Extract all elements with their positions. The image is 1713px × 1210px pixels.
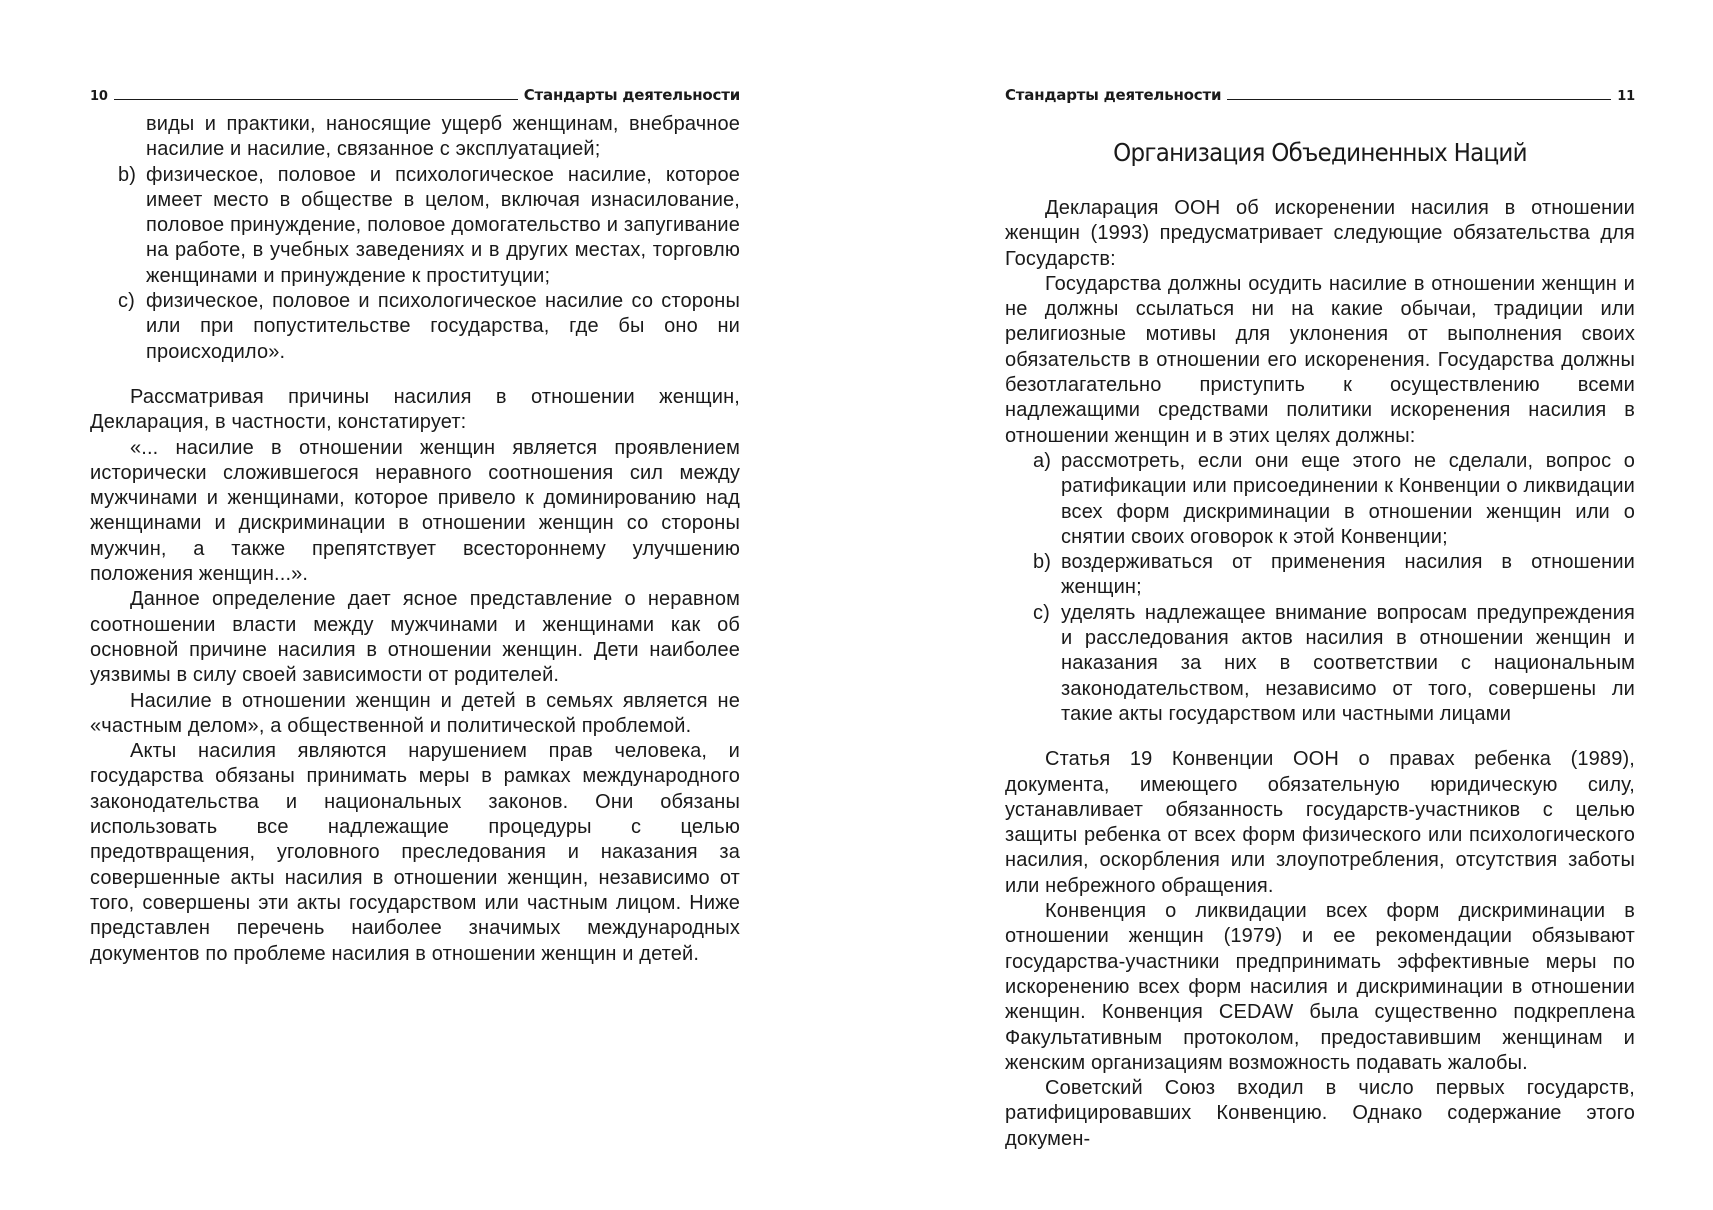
list-item <box>1033 449 1635 550</box>
paragraph: Советский Союз входил в число первых государств, ратифицировавших Конвенцию. Однако содержание этого докумен- <box>1005 1077 1635 1150</box>
intro-paragraph: Декларация ООН об искоренении насилия в отношении женщин (1993) предусматривает следующие обязательства для Государств: <box>1005 197 1635 270</box>
paragraph: Конвенция о ликвидации всех форм дискриминации в отношении женщин (1979) и ее рекомендации обязывают государства-участники предпринимать эффективные меры по искоренению всех форм насилия и дискриминации в отношении женщин. Конвенция CEDAW была существенно подкреплена Факультативным протоколом, предоставившим женщинам и женским организациям возможность подавать жалобы. <box>1005 900 1635 1074</box>
right-list <box>1033 449 1635 727</box>
paragraph: Акты насилия являются нарушением прав человека, и государства обязаны принимать меры в рамках международного законодательства и национальных законов. Они обязаны использовать все надлежащие процедуры с целью предотвращения, уголовного преследования и наказания за совершенные акты насилия в отношении женщин, независимо от того, совершены эти акты государством или частным лицом. Ниже представлен перечень наиболее значимых международных документов по проблеме насилия в отношении женщин и детей. <box>90 740 740 965</box>
list-marker: c) <box>118 290 135 313</box>
list-item-text: физическое, половое и психологическое насилие со стороны или при попустительстве государства, где бы оно ни происходило». <box>146 290 740 363</box>
list-marker: b) <box>1033 551 1052 574</box>
list-item-text: воздерживаться от применения насилия в отношении женщин; <box>1061 551 1635 599</box>
quote-paragraph: «... насилие в отношении женщин является проявлением исторически сложившегося неравного соотношения сил между мужчинами и женщинами, которое привело к доминированию над женщинами и дискриминации в отношении женщин со стороны мужчин, а также препятствует всестороннему улучшению положения женщин...». <box>90 436 740 586</box>
list-item-text: рассмотреть, если они еще этого не сделали, вопрос о ратификации или присоединении к Конвенции о ликвидации всех форм дискриминации в отношении женщин или о снятии своих оговорок к этой Конвенции; <box>1061 449 1635 548</box>
list-item <box>118 289 740 365</box>
left-page-number: 10 <box>90 89 108 104</box>
paragraph: Данное определение дает ясное представление о неравном соотношении власти между мужчинами и женщинами как об основной причине насилия в отношении женщин. Дети наиболее уязвимы в силу своей зависимости от родителей. <box>90 588 740 687</box>
paragraph: Рассматривая причины насилия в отношении женщин, Декларация, в частности, констатирует: <box>90 385 740 434</box>
paragraph: Насилие в отношении женщин и детей в семьях является не «частным делом», а общественной и политической проблемой. <box>90 689 740 737</box>
right-page-number: 11 <box>1617 89 1635 104</box>
section-title: Организация Объединенных Наций <box>1113 138 1527 167</box>
right-body-text <box>1005 196 1635 1152</box>
list-marker: b) <box>118 163 137 186</box>
header-rule <box>114 99 518 100</box>
list-item-text: уделять надлежащее внимание вопросам предупреждения и расследования актов насилия в отношении женщин и наказания за них в соответствии с национальным законодательством, независимо от того, совершены ли такие акты государством или частными лицами <box>1061 601 1635 725</box>
list-item <box>1033 550 1635 601</box>
left-body-text <box>90 112 740 967</box>
left-list <box>118 163 740 365</box>
list-marker: c) <box>1033 601 1050 624</box>
obligation-paragraph: Государства должны осудить насилие в отношении женщин и не должны ссылаться ни на какие обычаи, традиции или религиозные мотивы для уклонения от выполнения своих обязательств в отношении его искоренения. Государства должны безотлагательно приступить к осуществлению всеми надлежащими средствами политики искоренения насилия в отношении женщин и в этих целях должны: <box>1005 272 1635 447</box>
list-item <box>1033 601 1635 727</box>
paragraph: Статья 19 Конвенции ООН о правах ребенка (1989), документа, имеющего обязательную юридическую силу, устанавливает обязанность государств-участников с целью защиты ребенка от всех форм физического или психологического насилия, оскорбления или злоупотребления, отсутствия заботы или небрежного обращения. <box>1005 748 1635 897</box>
list-item <box>118 163 740 289</box>
continued-list-text: виды и практики, наносящие ущерб женщинам, внебрачное насилие и насилие, связанное с эксплуатацией; <box>146 113 740 161</box>
list-item-text: физическое, половое и психологическое насилие, которое имеет место в обществе в целом, включая изнасилование, половое принуждение, половое домогательство и запугивание на работе, в учебных заведениях и в других местах, торговлю женщинами и принуждение к проституции; <box>146 163 740 287</box>
right-running-head <box>1005 82 1635 104</box>
right-running-title: Стандарты деятельности <box>1005 86 1222 104</box>
header-rule <box>1227 99 1611 100</box>
left-running-head <box>90 82 740 104</box>
list-marker: a) <box>1033 449 1052 472</box>
left-running-title: Стандарты деятельности <box>523 86 740 104</box>
